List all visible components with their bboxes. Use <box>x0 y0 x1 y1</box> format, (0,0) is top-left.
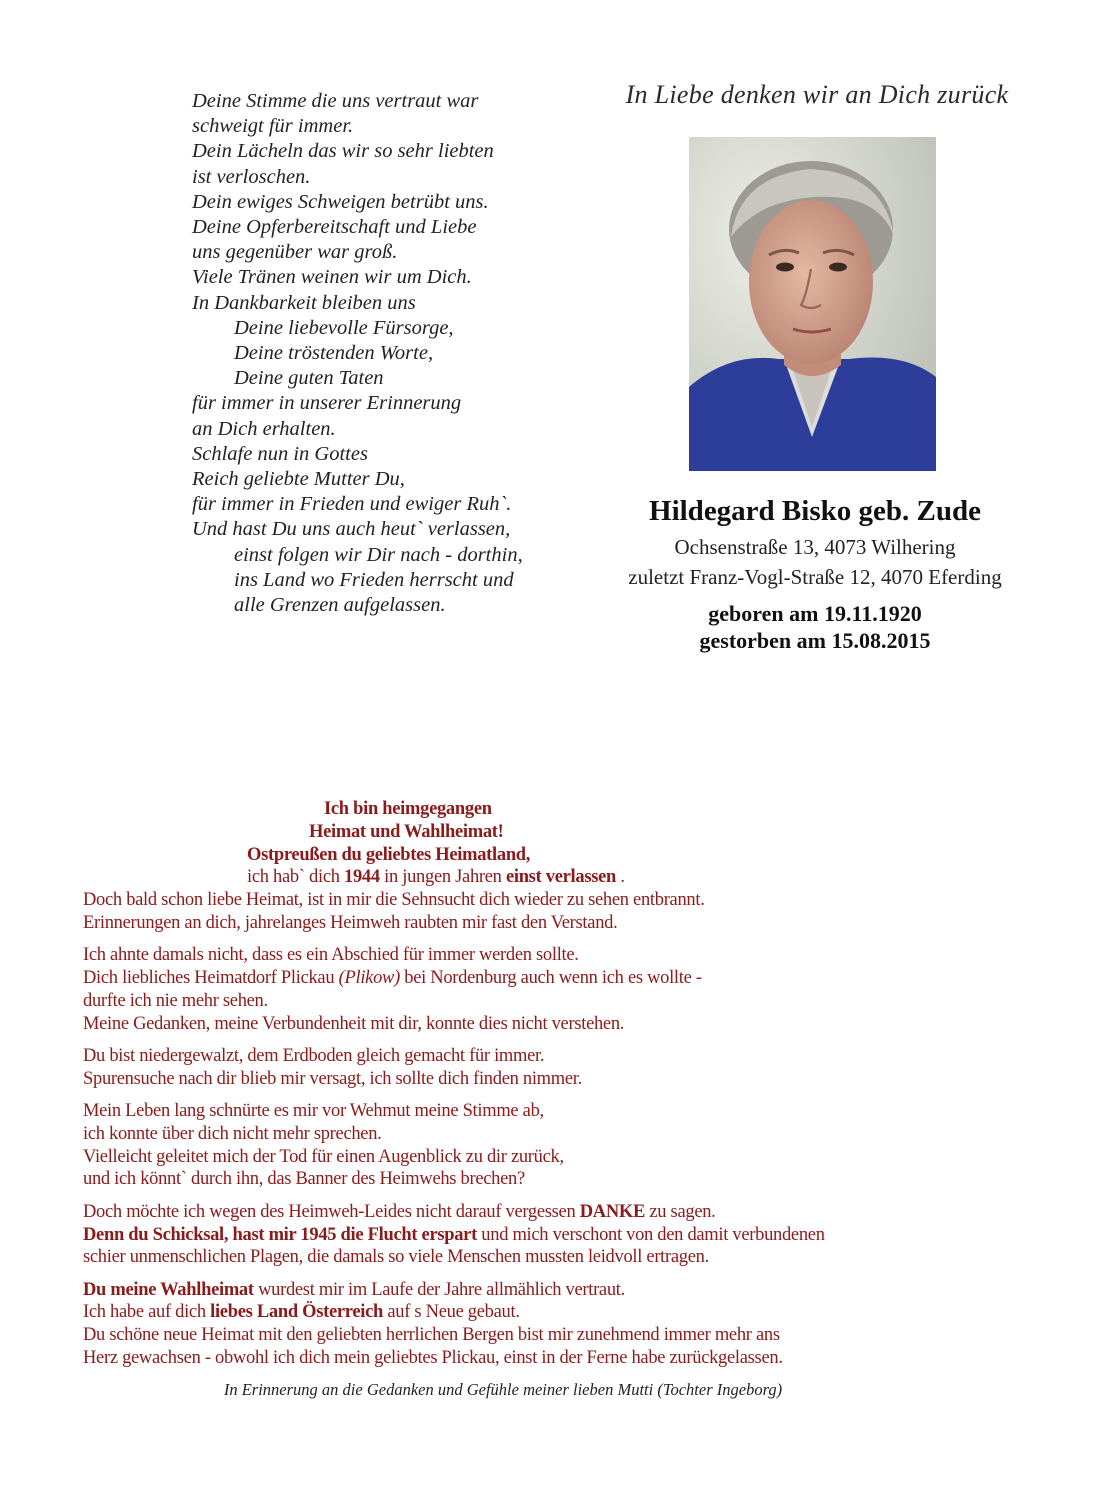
poem-line: Deine Stimme die uns vertraut war <box>192 90 479 112</box>
poem-line: an Dich erhalten. <box>192 417 336 440</box>
poem-line: ins Land wo Frieden herrscht und <box>234 568 514 591</box>
verse-text: . <box>616 867 625 888</box>
verse-text: Dich liebliches Heimatdorf Plickau <box>83 968 339 989</box>
poem-line: Deine liebevolle Fürsorge, <box>234 316 454 339</box>
poem-line: ist verloschen. <box>192 165 311 188</box>
verse-line: Mein Leben lang schnürte es mir vor Wehmut meine Stimme ab, <box>83 1101 544 1122</box>
poem-line: alle Grenzen aufgelassen. <box>234 594 446 617</box>
address-line: Ochsenstraße 13, 4073 Wilhering <box>674 535 956 559</box>
verse-italic: (Plikow) <box>338 968 400 989</box>
verse-line: Erinnerungen an dich, jahrelanges Heimweh raubten mir fast den Verstand. <box>83 912 618 933</box>
poem-line: schweigt für immer. <box>192 115 354 138</box>
verse-line: Ich ahnte damals nicht, dass es ein Abschied für immer werden sollte. <box>83 945 579 966</box>
verse-text: Doch möchte ich wegen des Heimweh-Leides nicht darauf vergessen <box>83 1201 580 1222</box>
verse-emphasis: einst verlassen <box>505 867 617 888</box>
address-line: zuletzt Franz-Vogl-Straße 12, 4070 Eferding <box>628 565 1002 589</box>
verse-text: in jungen Jahren <box>379 867 506 888</box>
verse-text: und mich verschont von den damit verbundenen <box>476 1224 825 1245</box>
homeland-verse <box>83 798 983 1370</box>
memorial-heading: In Liebe denken wir an Dich zurück <box>625 80 1009 109</box>
verse-text: bei Nordenburg auch wenn ich es wollte - <box>399 968 702 989</box>
poem-line: Deine tröstenden Worte, <box>234 342 434 365</box>
verse-line <box>83 1279 983 1302</box>
verse-line: Meine Gedanken, meine Verbundenheit mit dir, konnte dies nicht verstehen. <box>83 1013 625 1034</box>
verse-line <box>83 967 983 990</box>
verse-emphasis: Du meine Wahlheimat <box>83 1279 254 1300</box>
dedication-footnote: In Erinnerung an die Gedanken und Gefühle meiner lieben Mutti (Tochter Ingeborg) <box>223 1380 783 1399</box>
poem-line: Dein Lächeln das wir so sehr liebten <box>192 140 494 163</box>
verse-line: und ich könnt` durch ihn, das Banner des Heimwehs brechen? <box>83 1169 525 1190</box>
verse-text: wurdest mir im Laufe der Jahre allmählich vertraut. <box>253 1279 625 1300</box>
verse-text: auf s Neue gebaut. <box>383 1302 520 1323</box>
verse-line: Heimat und Wahlheimat! <box>309 821 504 842</box>
verse-emphasis: Denn du Schicksal, hast mir 1945 die Flucht erspart <box>83 1224 477 1245</box>
verse-line <box>83 1301 983 1324</box>
poem-line: In Dankbarkeit bleiben uns <box>192 291 416 314</box>
poem-line: Viele Tränen weinen wir um Dich. <box>192 266 472 289</box>
verse-line: Ostpreußen du geliebtes Heimatland, <box>247 844 531 865</box>
verse-line: schier unmenschlichen Plagen, die damals so viele Menschen mussten leidvoll ertragen. <box>83 1247 709 1268</box>
verse-line: Du bist niedergewalzt, dem Erdboden gleich gemacht für immer. <box>83 1045 545 1066</box>
verse-emphasis: 1944 <box>344 867 380 888</box>
poem-line: einst folgen wir Dir nach - dorthin, <box>234 543 523 566</box>
verse-line: Ich bin heimgegangen <box>324 799 492 819</box>
verse-line <box>83 866 983 889</box>
poem-line: für immer in Frieden und ewiger Ruh`. <box>192 493 512 516</box>
poem-line: Dein ewiges Schweigen betrübt uns. <box>192 190 489 213</box>
verse-emphasis: liebes Land Österreich <box>210 1302 384 1323</box>
portrait-illustration <box>689 137 936 471</box>
verse-line: Doch bald schon liebe Heimat, ist in mir die Sehnsucht dich wieder zu sehen entbrannt. <box>83 890 705 911</box>
poem-line: Deine Opferbereitschaft und Liebe <box>192 216 477 239</box>
poem-line: Deine guten Taten <box>234 367 384 390</box>
poem-line: Schlafe nun in Gottes <box>192 442 368 465</box>
verse-line: Du schöne neue Heimat mit den geliebten herrlichen Bergen bist mir zunehmend immer mehr ans <box>83 1325 780 1346</box>
verse-text: zu sagen. <box>645 1201 716 1222</box>
verse-line <box>83 1201 983 1224</box>
poem-line: uns gegenüber war groß. <box>192 241 398 264</box>
portrait-photo <box>689 137 936 471</box>
verse-line: Herz gewachsen - obwohl ich dich mein geliebtes Plickau, einst in der Ferne habe zurückgelassen. <box>83 1348 783 1369</box>
verse-text: Ich habe auf dich <box>83 1302 211 1323</box>
verse-line: Spurensuche nach dir blieb mir versagt, ich sollte dich finden nimmer. <box>83 1068 582 1089</box>
memorial-poem <box>192 89 592 618</box>
verse-line: ich konnte über dich nicht mehr sprechen. <box>83 1123 382 1144</box>
poem-line: Und hast Du uns auch heut` verlassen, <box>192 518 511 541</box>
deceased-name: Hildegard Bisko geb. Zude <box>649 495 981 527</box>
verse-line <box>83 1224 983 1247</box>
verse-emphasis: DANKE <box>579 1201 646 1222</box>
verse-line: Vielleicht geleitet mich der Tod für einen Augenblick zu dir zurück, <box>83 1146 564 1167</box>
death-date: gestorben am 15.08.2015 <box>699 628 931 653</box>
verse-line: durfte ich nie mehr sehen. <box>83 990 268 1011</box>
poem-line: Reich geliebte Mutter Du, <box>192 468 405 491</box>
verse-text: ich hab` dich <box>247 867 344 888</box>
birth-date: geboren am 19.11.1920 <box>708 601 922 626</box>
poem-line: für immer in unserer Erinnerung <box>192 392 462 415</box>
